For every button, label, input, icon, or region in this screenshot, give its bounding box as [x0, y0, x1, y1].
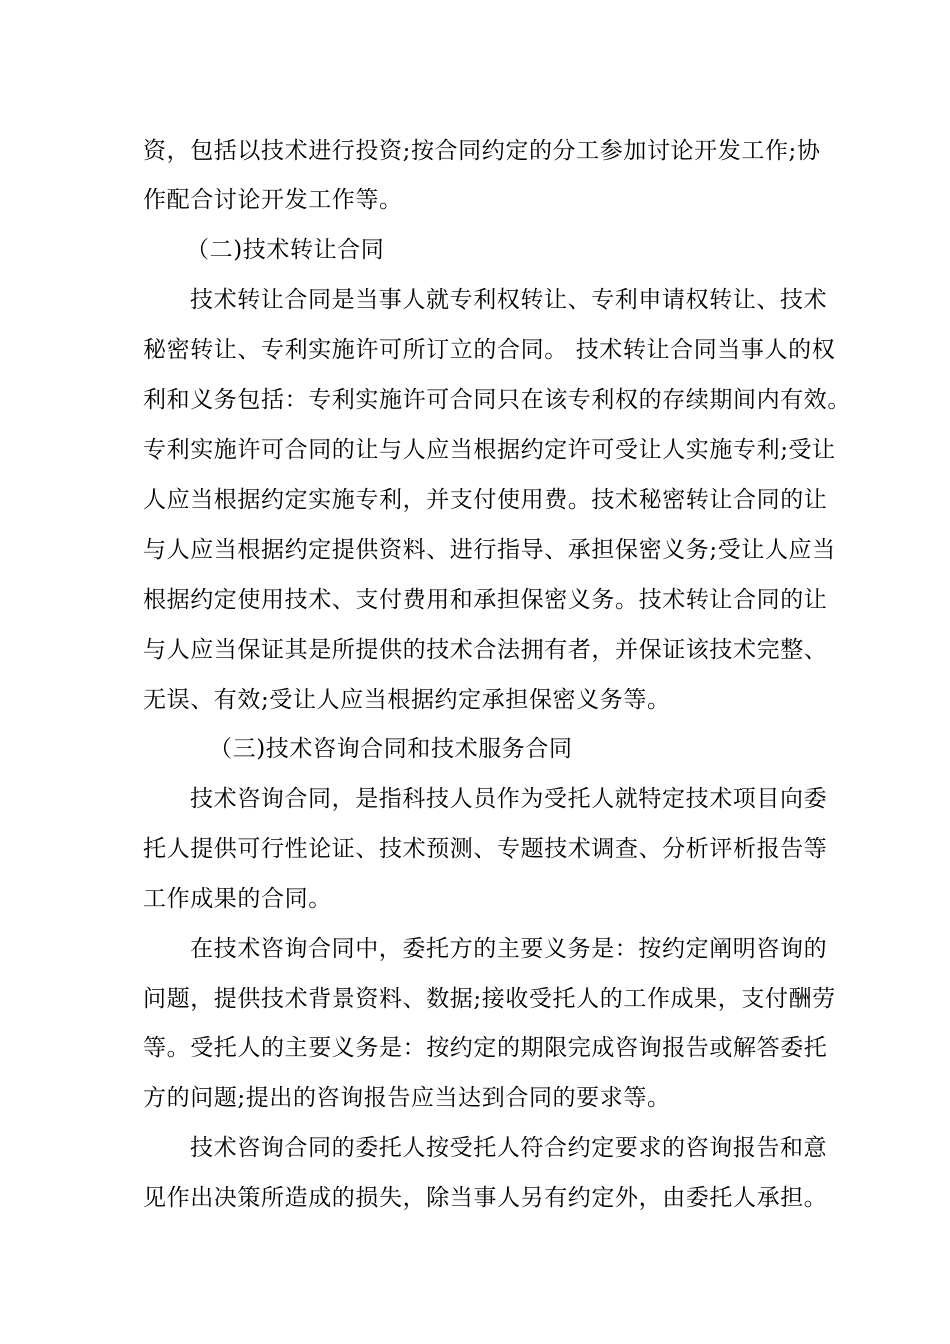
paragraph-line: 技术咨询合同的委托人按受托人符合约定要求的咨询报告和意 — [190, 1135, 828, 1161]
paragraph-line: 专利实施许可合同的让与人应当根据约定许可受让人实施专利;受让 — [143, 437, 836, 463]
paragraph-line: 工作成果的合同。 — [143, 886, 332, 912]
paragraph-line: 无误、有效;受让人应当根据约定承担保密义务等。 — [143, 687, 671, 713]
paragraph-line: 等。受托人的主要义务是：按约定的期限完成咨询报告或解答委托 — [143, 1035, 828, 1061]
paragraph-line: 技术转让合同是当事人就专利权转让、专利申请权转让、技术 — [190, 287, 828, 313]
paragraph-line: 作配合讨论开发工作等。 — [143, 187, 403, 213]
paragraph-line: 技术咨询合同，是指科技人员作为受托人就特定技术项目向委 — [190, 786, 828, 812]
paragraph-line: 托人提供可行性论证、技术预测、专题技术调查、分析评析报告等 — [143, 836, 828, 862]
paragraph-line: 利和义务包括：专利实施许可合同只在该专利权的存续期间内有效。 — [143, 387, 851, 413]
paragraph-line: 资，包括以技术进行投资;按合同约定的分工参加讨论开发工作;协 — [143, 138, 821, 164]
paragraph-line: 方的问题;提出的咨询报告应当达到合同的要求等。 — [143, 1085, 671, 1111]
section-heading: （二)技术转让合同 — [186, 237, 385, 263]
paragraph-line: 与人应当根据约定提供资料、进行指导、承担保密义务;受让人应当 — [143, 537, 836, 563]
paragraph-line: 人应当根据约定实施专利，并支付使用费。技术秘密转让合同的让 — [143, 487, 828, 513]
paragraph-line: 与人应当保证其是所提供的技术合法拥有者，并保证该技术完整、 — [143, 637, 828, 663]
paragraph-line: 问题，提供技术背景资料、数据;接收受托人的工作成果，支付酬劳 — [143, 986, 836, 1012]
paragraph-line: 根据约定使用技术、支付费用和承担保密义务。技术转让合同的让 — [143, 587, 828, 613]
paragraph-line: 在技术咨询合同中，委托方的主要义务是：按约定阐明咨询的 — [190, 936, 828, 962]
section-heading: （三)技术咨询合同和技术服务合同 — [209, 736, 573, 762]
paragraph-line: 见作出决策所造成的损失，除当事人另有约定外，由委托人承担。 — [143, 1185, 828, 1211]
paragraph-line: 秘密转让、专利实施许可所订立的合同。 技术转让合同当事人的权 — [143, 337, 836, 363]
